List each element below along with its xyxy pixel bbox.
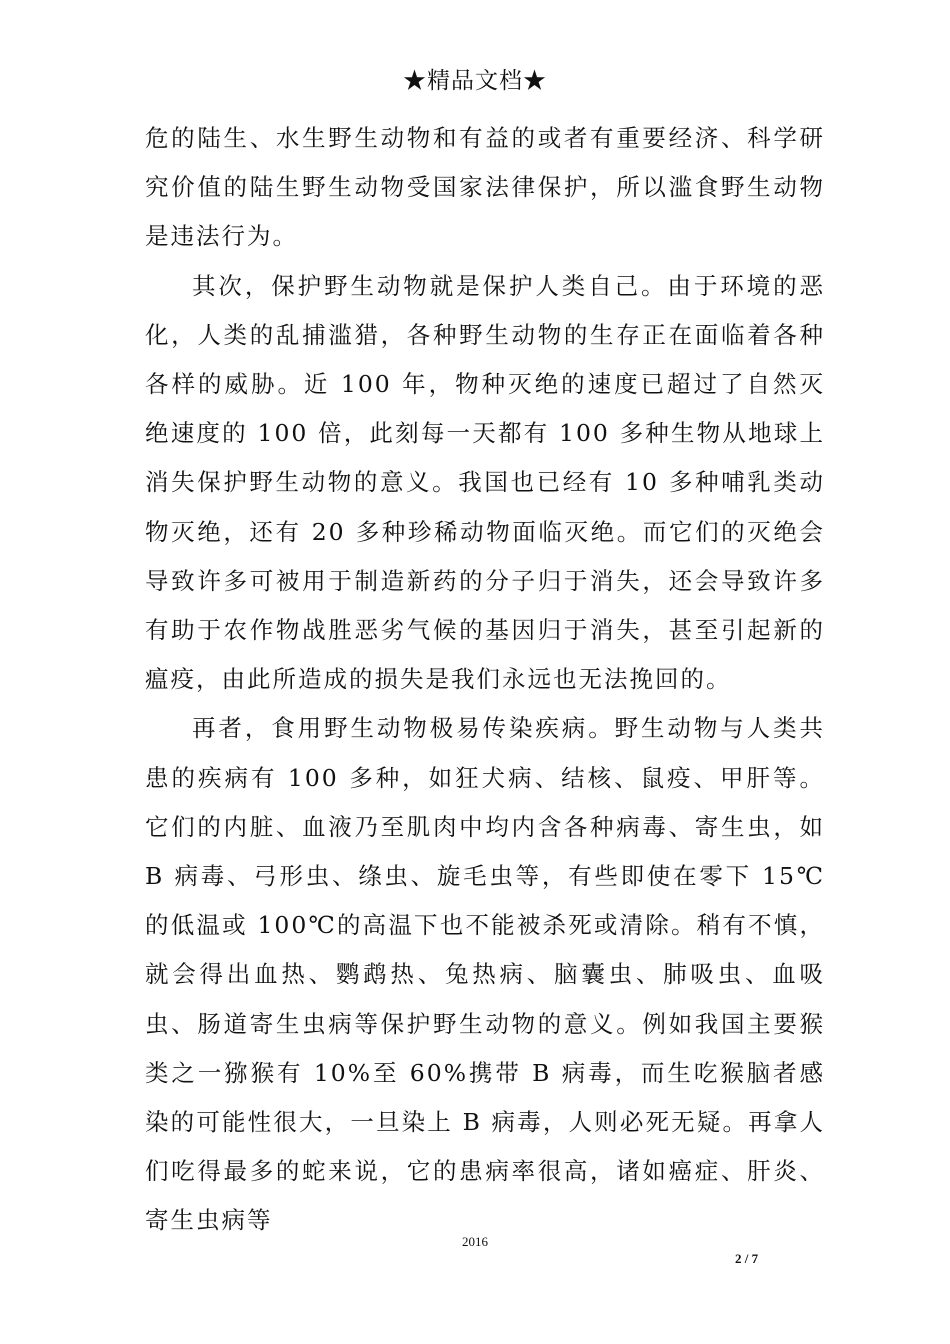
footer-year: 2016: [462, 1234, 488, 1249]
paragraph: 再者，食用野生动物极易传染疾病。野生动物与人类共患的疾病有 100 多种，如狂犬病、结核、鼠疫、甲肝等。它们的内脏、血液乃至肌肉中均内含各种病毒、寄生虫，如 B 病毒、弓形虫、绦虫、旋毛虫等，有些即使在零下 15℃的低温或 100℃的高温下也不能被杀死或清除。稍有不慎，就会得出血热、鹦鹉热、兔热病、脑囊虫、肺吸虫、血吸虫、肠道寄生虫病等保护野生动物的意义。例如我国主要猴类之一猕猴有 10%至 60%携带 B 病毒，而生吃猴脑者感染的可能性很大，一旦染上 B 病毒，人则必死无疑。再拿人们吃得最多的蛇来说，它的患病率很高，诸如癌症、肝炎、寄生虫病等: [145, 714, 825, 1235]
paragraph-continuation: 危的陆生、水生野生动物和有益的或者有重要经济、科学研究价值的陆生野生动物受国家法律保护，所以滥食野生动物是违法行为。: [145, 124, 825, 251]
document-body: [145, 114, 825, 1246]
page-number: 2 / 7: [735, 1251, 759, 1266]
page-header: ★精品文档★: [403, 68, 547, 94]
paragraph: 其次，保护野生动物就是保护人类自己。由于环境的恶化，人类的乱捕滥猎，各种野生动物的生存正在面临着各种各样的威胁。近 100 年，物种灭绝的速度已超过了自然灭绝速度的 100 倍，此刻每一天都有 100 多种生物从地球上消失保护野生动物的意义。我国也已经有 10 多种哺乳类动物灭绝，还有 20 多种珍稀动物面临灭绝。而它们的灭绝会导致许多可被用于制造新药的分子归于消失，还会导致许多有助于农作物战胜恶劣气候的基因归于消失，甚至引起新的瘟疫，由此所造成的损失是我们永远也无法挽回的。: [145, 271, 825, 694]
